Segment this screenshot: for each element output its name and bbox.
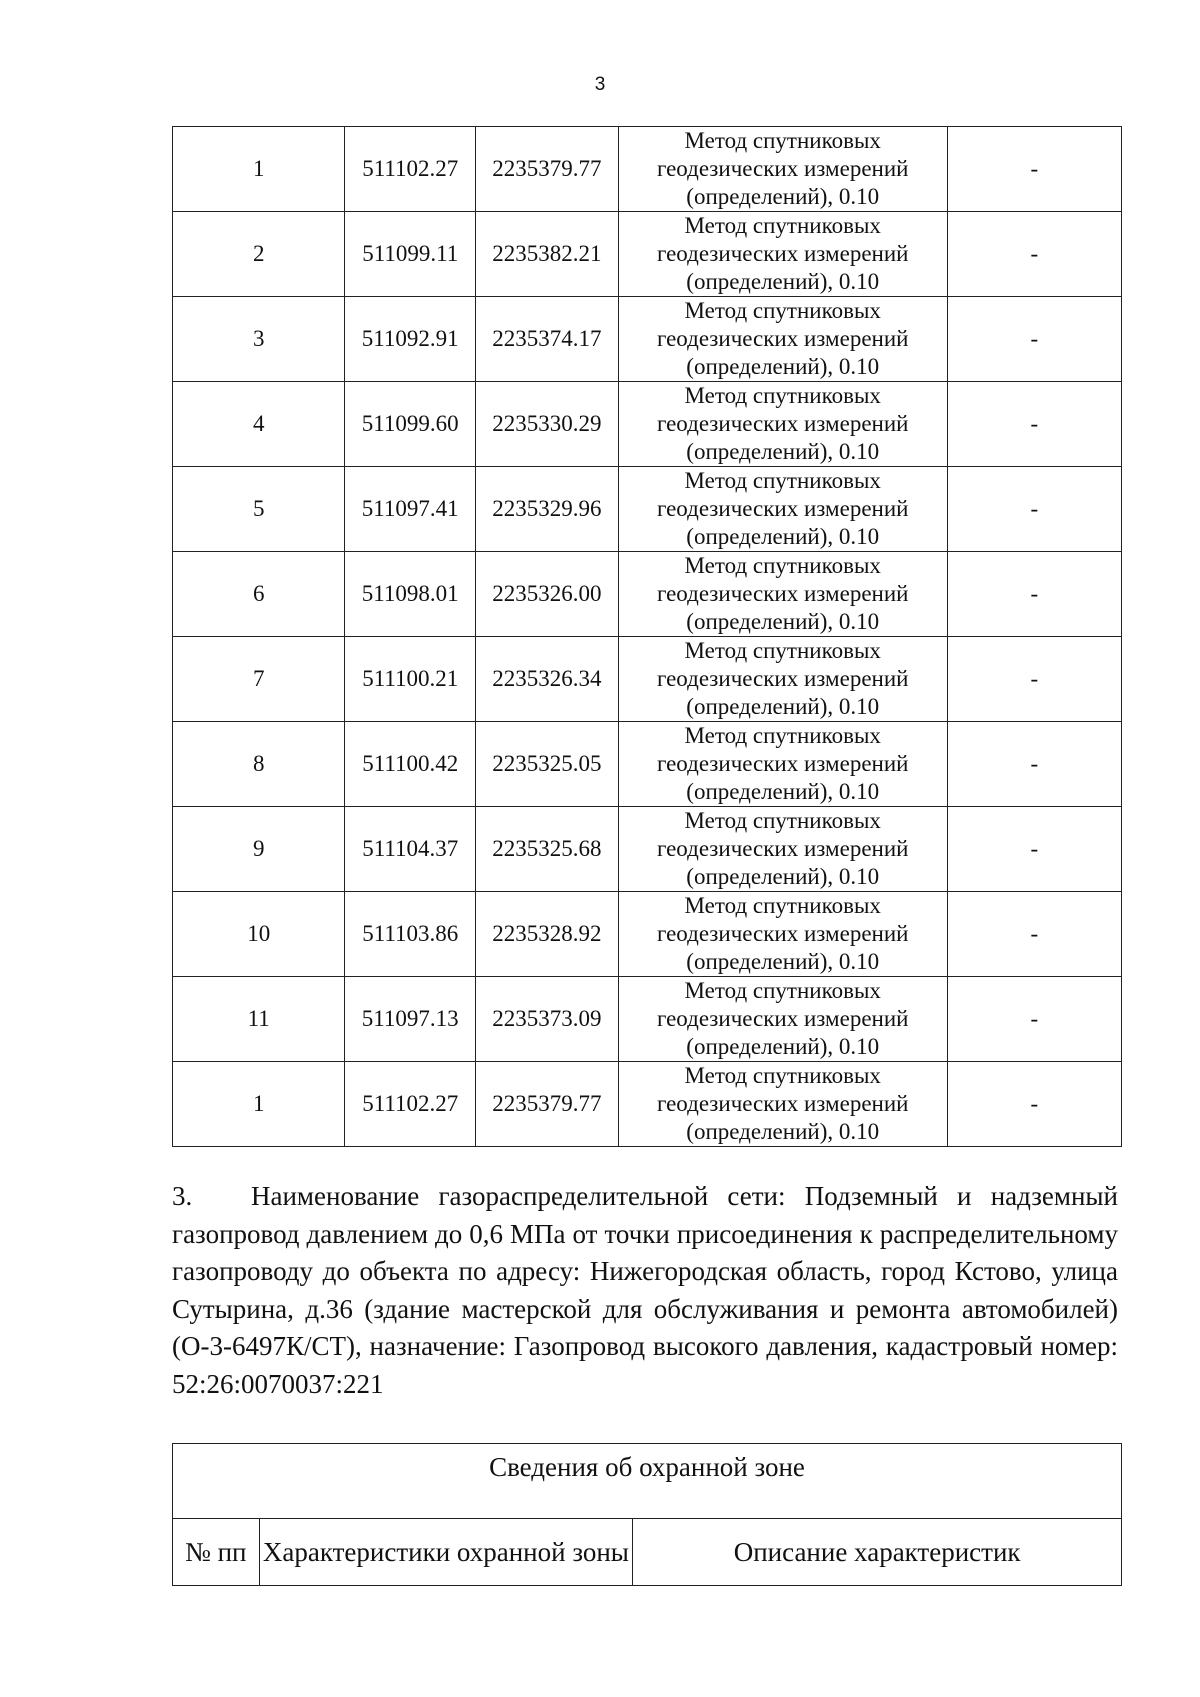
table-row (173, 1062, 1122, 1147)
y-coordinate-cell: 2235379.77 (476, 1062, 619, 1147)
extra-cell: - (947, 467, 1121, 552)
table-row (173, 297, 1122, 382)
method-cell (618, 977, 947, 1062)
y-coordinate-cell: 2235325.68 (476, 807, 619, 892)
method-line: геодезических измерений (656, 666, 909, 691)
point-number-cell: 1 (173, 127, 345, 212)
method-line: (определений), 0.10 (686, 184, 880, 209)
method-line: (определений), 0.10 (686, 949, 880, 974)
extra-cell: - (947, 977, 1121, 1062)
point-number-cell: 8 (173, 722, 345, 807)
x-coordinate-cell: 511104.37 (345, 807, 476, 892)
method-line: (определений), 0.10 (686, 439, 880, 464)
method-line: Метод спутниковых (684, 723, 881, 748)
method-cell (618, 382, 947, 467)
method-line: геодезических измерений (656, 326, 909, 351)
section-text: Наименование газораспределительной сети: Подземный и надземный газопровод давлением до 0,6 МПа от точки присоединения к распределительному газопроводу до объекта по адресу: Нижегородская область, город Кстово, улица Сутырина, д.36 (здание мастерской для обслуживания и ремонта автомобилей) (О-3-6497К/СТ), назначение: Газопровод высокого давления, кадастровый номер: 52:26:0070037:221 (172, 1181, 1118, 1399)
extra-cell: - (947, 807, 1121, 892)
point-number-cell: 6 (173, 552, 345, 637)
point-number-cell: 1 (173, 1062, 345, 1147)
x-coordinate-cell: 511098.01 (345, 552, 476, 637)
table-row (173, 382, 1122, 467)
method-line: геодезических измерений (656, 156, 909, 181)
extra-cell: - (947, 382, 1121, 467)
zone-header-characteristics: Характеристики охранной зоны (259, 1519, 633, 1586)
y-coordinate-cell: 2235325.05 (476, 722, 619, 807)
x-coordinate-cell: 511103.86 (345, 892, 476, 977)
method-line: Метод спутниковых (684, 128, 881, 153)
point-number-cell: 2 (173, 212, 345, 297)
x-coordinate-cell: 511097.41 (345, 467, 476, 552)
point-number-cell: 10 (173, 892, 345, 977)
y-coordinate-cell: 2235326.00 (476, 552, 619, 637)
method-line: Метод спутниковых (684, 383, 881, 408)
table-row (173, 127, 1122, 212)
method-line: геодезических измерений (656, 411, 909, 436)
table-row (173, 892, 1122, 977)
method-cell (618, 892, 947, 977)
method-line: (определений), 0.10 (686, 354, 880, 379)
y-coordinate-cell: 2235379.77 (476, 127, 619, 212)
extra-cell: - (947, 892, 1121, 977)
method-line: Метод спутниковых (684, 638, 881, 663)
method-line: геодезических измерений (656, 921, 909, 946)
y-coordinate-cell: 2235382.21 (476, 212, 619, 297)
method-line: геодезических измерений (656, 751, 909, 776)
x-coordinate-cell: 511102.27 (345, 1062, 476, 1147)
method-line: геодезических измерений (656, 241, 909, 266)
method-line: (определений), 0.10 (686, 694, 880, 719)
method-line: геодезических измерений (656, 836, 909, 861)
method-line: геодезических измерений (656, 1091, 909, 1116)
method-line: (определений), 0.10 (686, 609, 880, 634)
method-line: Метод спутниковых (684, 1063, 881, 1088)
method-line: (определений), 0.10 (686, 864, 880, 889)
point-number-cell: 7 (173, 637, 345, 722)
protection-zone-table (172, 1443, 1122, 1586)
method-line: (определений), 0.10 (686, 1119, 880, 1144)
section-number: 3. (172, 1181, 193, 1211)
y-coordinate-cell: 2235330.29 (476, 382, 619, 467)
method-line: Метод спутниковых (684, 298, 881, 323)
extra-cell: - (947, 297, 1121, 382)
method-line: (определений), 0.10 (686, 779, 880, 804)
table-row (173, 807, 1122, 892)
method-line: Метод спутниковых (684, 468, 881, 493)
x-coordinate-cell: 511092.91 (345, 297, 476, 382)
point-number-cell: 9 (173, 807, 345, 892)
method-line: Метод спутниковых (684, 893, 881, 918)
method-cell (618, 637, 947, 722)
point-number-cell: 11 (173, 977, 345, 1062)
method-line: геодезических измерений (656, 581, 909, 606)
method-cell (618, 127, 947, 212)
zone-header-number: № пп (173, 1519, 260, 1586)
x-coordinate-cell: 511100.21 (345, 637, 476, 722)
extra-cell: - (947, 212, 1121, 297)
table-row (173, 637, 1122, 722)
page-number: 3 (594, 74, 606, 95)
table-row (173, 552, 1122, 637)
zone-table-title: Сведения об охранной зоне (173, 1444, 1122, 1519)
x-coordinate-cell: 511099.60 (345, 382, 476, 467)
extra-cell: - (947, 637, 1121, 722)
y-coordinate-cell: 2235373.09 (476, 977, 619, 1062)
extra-cell: - (947, 1062, 1121, 1147)
extra-cell: - (947, 722, 1121, 807)
x-coordinate-cell: 511097.13 (345, 977, 476, 1062)
method-line: Метод спутниковых (684, 553, 881, 578)
method-cell (618, 212, 947, 297)
method-cell (618, 297, 947, 382)
method-cell (618, 467, 947, 552)
table-row (173, 467, 1122, 552)
method-cell (618, 722, 947, 807)
method-line: Метод спутниковых (684, 808, 881, 833)
extra-cell: - (947, 127, 1121, 212)
section-paragraph (172, 1178, 1118, 1403)
method-line: Метод спутниковых (684, 213, 881, 238)
point-number-cell: 4 (173, 382, 345, 467)
method-cell (618, 552, 947, 637)
method-cell (618, 807, 947, 892)
x-coordinate-cell: 511099.11 (345, 212, 476, 297)
method-line: (определений), 0.10 (686, 1034, 880, 1059)
table-row (173, 722, 1122, 807)
zone-header-description: Описание характеристик (633, 1519, 1122, 1586)
y-coordinate-cell: 2235329.96 (476, 467, 619, 552)
method-line: геодезических измерений (656, 496, 909, 521)
x-coordinate-cell: 511102.27 (345, 127, 476, 212)
method-cell (618, 1062, 947, 1147)
method-line: Метод спутниковых (684, 978, 881, 1003)
y-coordinate-cell: 2235374.17 (476, 297, 619, 382)
coordinates-table (172, 126, 1122, 1147)
method-line: (определений), 0.10 (686, 524, 880, 549)
table-row (173, 212, 1122, 297)
point-number-cell: 3 (173, 297, 345, 382)
y-coordinate-cell: 2235328.92 (476, 892, 619, 977)
method-line: геодезических измерений (656, 1006, 909, 1031)
table-row (173, 977, 1122, 1062)
point-number-cell: 5 (173, 467, 345, 552)
method-line: (определений), 0.10 (686, 269, 880, 294)
y-coordinate-cell: 2235326.34 (476, 637, 619, 722)
extra-cell: - (947, 552, 1121, 637)
x-coordinate-cell: 511100.42 (345, 722, 476, 807)
